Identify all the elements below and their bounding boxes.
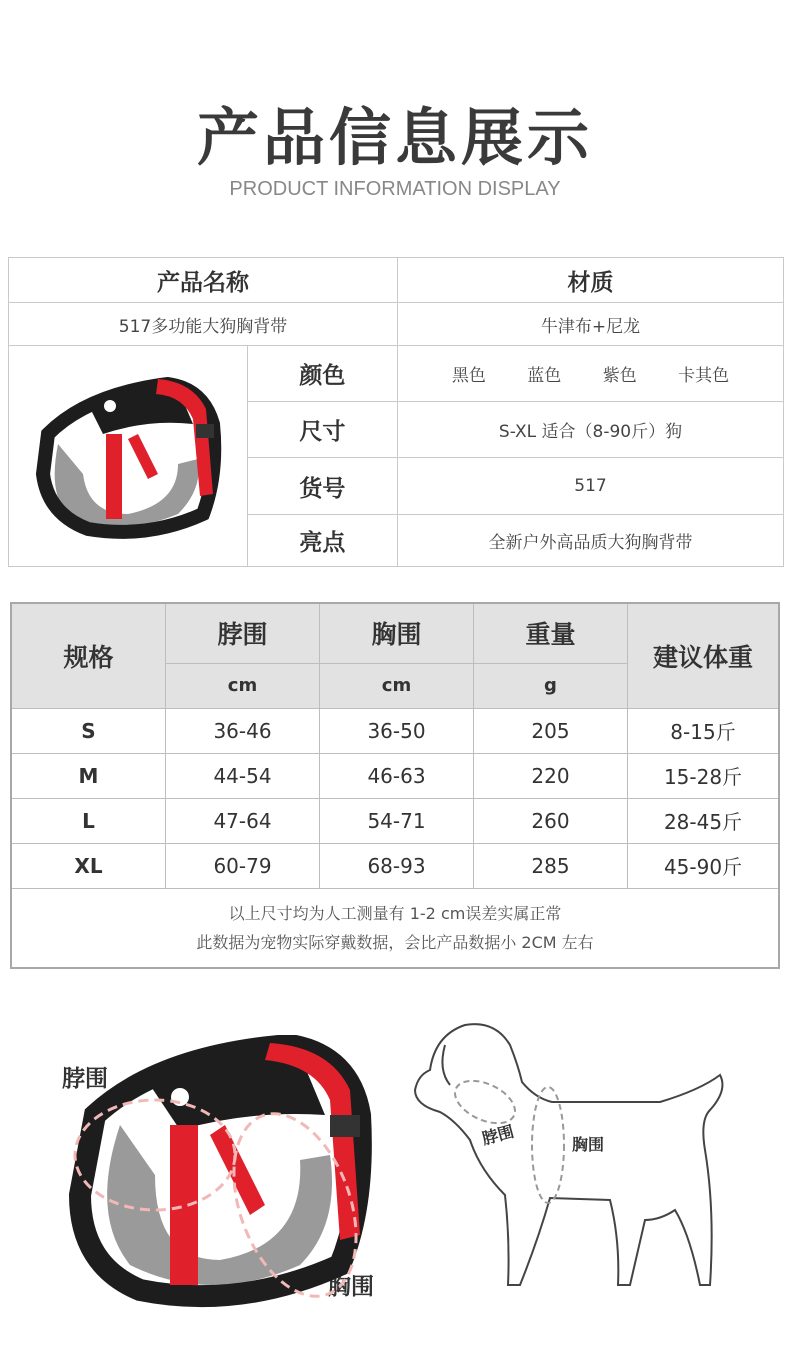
chest-header: 胸围 xyxy=(320,603,474,663)
body-weight-cell: 8-15斤 xyxy=(628,708,780,753)
neck-unit: cm xyxy=(166,663,320,708)
info-label-item-number: 货号 xyxy=(247,458,397,515)
body-weight-cell: 45-90斤 xyxy=(628,843,780,888)
product-image-cell xyxy=(9,346,248,567)
neck-header: 脖围 xyxy=(166,603,320,663)
dog-neck-label: 脖围 xyxy=(480,1121,516,1149)
color-khaki: 卡其色 xyxy=(678,366,730,386)
info-label-size: 尺寸 xyxy=(247,402,397,458)
info-value-highlight: 全新户外高品质大狗胸背带 xyxy=(398,515,784,567)
spec-header: 规格 xyxy=(11,603,166,708)
info-label-color: 颜色 xyxy=(247,346,397,402)
product-info-table xyxy=(8,257,784,567)
material-value: 牛津布+尼龙 xyxy=(398,303,784,346)
table-row xyxy=(11,753,779,798)
dog-chest-label: 胸围 xyxy=(572,1135,605,1154)
chest-cell: 68-93 xyxy=(320,843,474,888)
neck-cell: 60-79 xyxy=(166,843,320,888)
harness-chest-label: 胸围 xyxy=(328,1274,374,1300)
measurement-note xyxy=(11,888,779,968)
harness-measurement-image xyxy=(60,1035,380,1315)
product-name-value: 517多功能大狗胸背带 xyxy=(9,303,398,346)
page-subtitle: PRODUCT INFORMATION DISPLAY xyxy=(229,178,561,200)
size-cell: XL xyxy=(11,843,166,888)
harness-product-image xyxy=(28,364,228,544)
weight-unit: g xyxy=(474,663,628,708)
dog-outline-image xyxy=(410,1020,740,1310)
table-row xyxy=(11,798,779,843)
size-cell: M xyxy=(11,753,166,798)
size-cell: L xyxy=(11,798,166,843)
neck-cell: 36-46 xyxy=(166,708,320,753)
size-cell: S xyxy=(11,708,166,753)
weight-cell: 220 xyxy=(474,753,628,798)
weight-header: 重量 xyxy=(474,603,628,663)
info-value-item-number: 517 xyxy=(398,458,784,515)
weight-cell: 205 xyxy=(474,708,628,753)
harness-neck-label: 脖围 xyxy=(62,1066,108,1092)
table-row xyxy=(11,843,779,888)
info-value-size: S-XL 适合（8-90斤）狗 xyxy=(398,402,784,458)
note-line-1: 以上尺寸均为人工测量有 1-2 cm误差实属正常 xyxy=(228,903,562,923)
note-line-2: 此数据为宠物实际穿戴数据，会比产品数据小 2CM 左右 xyxy=(196,932,594,952)
body-weight-header: 建议体重 xyxy=(628,603,780,708)
info-label-highlight: 亮点 xyxy=(247,515,397,567)
color-black: 黑色 xyxy=(451,366,486,386)
chest-unit: cm xyxy=(320,663,474,708)
chest-cell: 36-50 xyxy=(320,708,474,753)
material-header: 材质 xyxy=(398,258,784,303)
product-name-header: 产品名称 xyxy=(9,258,398,303)
color-options xyxy=(398,346,784,402)
table-row xyxy=(11,708,779,753)
chest-cell: 54-71 xyxy=(320,798,474,843)
body-weight-cell: 28-45斤 xyxy=(628,798,780,843)
weight-cell: 260 xyxy=(474,798,628,843)
page-title: 产品信息展示 xyxy=(196,101,593,174)
weight-cell: 285 xyxy=(474,843,628,888)
color-blue: 蓝色 xyxy=(527,366,562,386)
chest-cell: 46-63 xyxy=(320,753,474,798)
size-chart-table xyxy=(10,602,780,969)
color-purple: 紫色 xyxy=(602,366,637,386)
neck-cell: 44-54 xyxy=(166,753,320,798)
body-weight-cell: 15-28斤 xyxy=(628,753,780,798)
neck-cell: 47-64 xyxy=(166,798,320,843)
